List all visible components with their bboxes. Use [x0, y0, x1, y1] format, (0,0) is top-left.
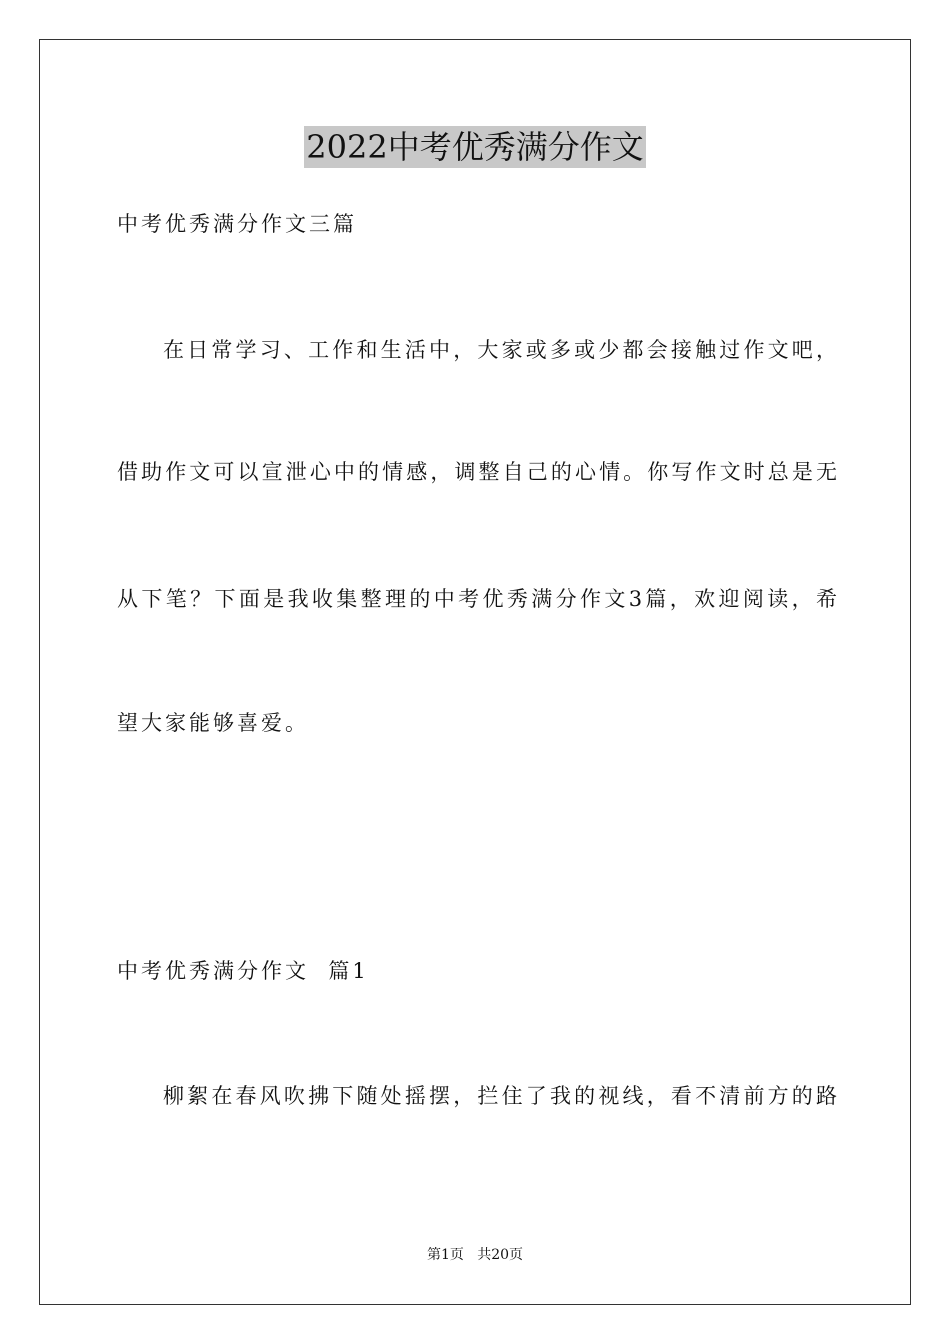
- page-indicator: 第1页 共20页: [426, 1247, 524, 1263]
- section-heading: 中考优秀满分作文 篇1: [117, 959, 369, 983]
- section-paragraph-line-1: 柳絮在春风吹拂下随处摇摆，拦住了我的视线，看不清前方的路: [163, 1084, 837, 1108]
- document-title-container: [0, 126, 950, 174]
- intro-line-4: 望大家能够喜爱。: [117, 711, 309, 735]
- intro-line-2: 借助作文可以宣泄心中的情感，调整自己的心情。你写作文时总是无: [117, 460, 837, 484]
- document-subtitle: 中考优秀满分作文三篇: [117, 212, 357, 236]
- intro-line-3: 从下笔？下面是我收集整理的中考优秀满分作文3篇，欢迎阅读，希: [117, 587, 837, 611]
- intro-line-1: 在日常学习、工作和生活中，大家或多或少都会接触过作文吧，: [163, 338, 837, 362]
- document-title: 2022中考优秀满分作文: [306, 128, 644, 166]
